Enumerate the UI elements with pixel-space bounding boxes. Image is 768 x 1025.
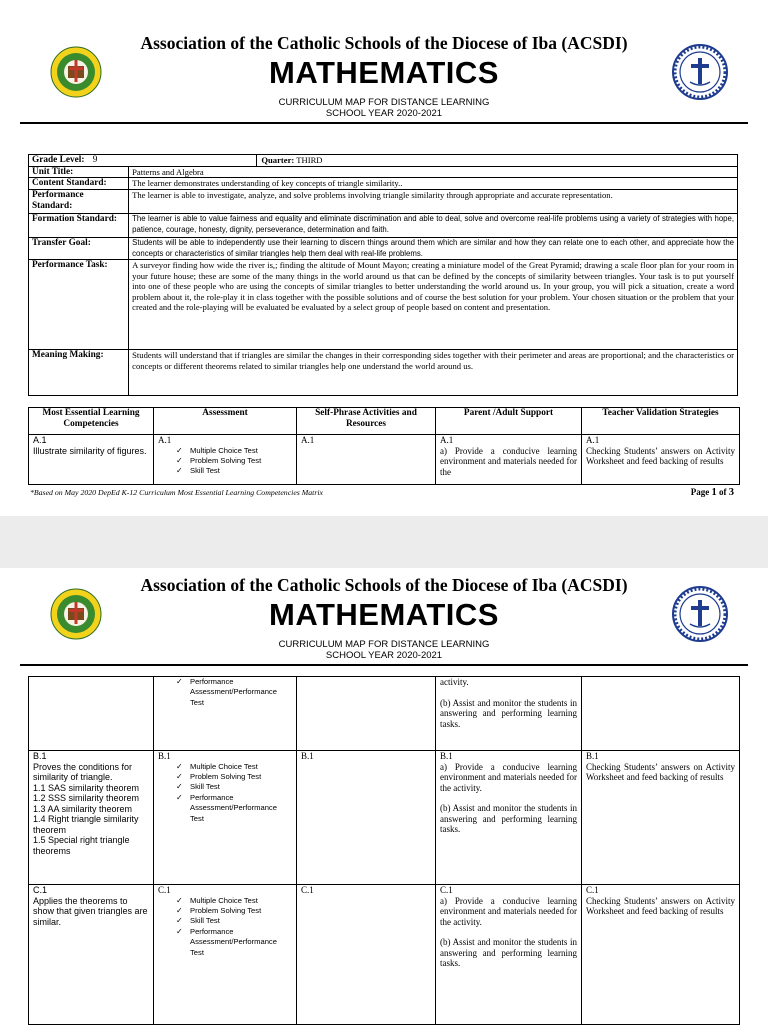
competency-code: B.1 bbox=[33, 751, 47, 761]
subject-title: MATHEMATICS bbox=[269, 55, 499, 90]
competency-cell bbox=[29, 677, 154, 751]
assessment-item: ✓ Problem Solving Test bbox=[176, 456, 292, 466]
assessment-list bbox=[158, 677, 292, 708]
competency-text: Illustrate similarity of figures. bbox=[33, 445, 147, 456]
teacher-validation-code: A.1 bbox=[586, 435, 600, 445]
column-header-parent-support: Parent /Adult Support bbox=[436, 408, 582, 435]
page-label: Page bbox=[690, 487, 710, 497]
assessment-item: ✓ Performance Assessment/Performance Test bbox=[176, 793, 292, 824]
column-header-competencies: Most Essential Learning Competencies bbox=[29, 408, 154, 435]
assessment-code: C.1 bbox=[158, 885, 171, 895]
competency-cell bbox=[29, 885, 154, 1025]
activities-code: A.1 bbox=[301, 435, 315, 445]
grade-level-label: Grade Level: bbox=[32, 155, 85, 165]
assessment-item: ✓ Skill Test bbox=[176, 916, 292, 926]
activities-cell bbox=[297, 435, 436, 485]
page-total: 3 bbox=[728, 487, 734, 498]
parent-support-code: A.1 bbox=[440, 435, 454, 445]
performance-standard-value: The learner is able to investigate, analyze, and solve problems involving triangle similarity through appropriate and accurate representation. bbox=[129, 190, 738, 214]
teacher-validation-text: Checking Students’ answers on Activity Worksheet and feed backing of results bbox=[586, 445, 735, 466]
assessment-cell bbox=[154, 751, 297, 885]
competency-cell bbox=[29, 435, 154, 485]
assessment-list bbox=[158, 762, 292, 824]
teacher-validation-cell bbox=[582, 885, 740, 1025]
activities-code: C.1 bbox=[301, 885, 314, 895]
assessment-item: ✓ Multiple Choice Test bbox=[176, 446, 292, 456]
activities-cell bbox=[297, 677, 436, 751]
quarter-label: Quarter: bbox=[261, 155, 295, 165]
activities-code: B.1 bbox=[301, 751, 314, 761]
page-of: of bbox=[719, 487, 727, 497]
parent-support-a: a) Provide a conducive learning environment and materials needed for the activity. bbox=[440, 761, 577, 793]
activities-cell bbox=[297, 885, 436, 1025]
header-rule bbox=[20, 122, 748, 124]
theorem-item: 1.5 Special right triangle theorems bbox=[33, 835, 130, 856]
teacher-validation-code: C.1 bbox=[586, 885, 599, 895]
column-header-activities: Self-Phrase Activities and Resources bbox=[297, 408, 436, 435]
competency-text: Applies the theorems to show that given triangles are similar. bbox=[33, 895, 148, 927]
assessment-item: ✓ Performance Assessment/Performance Test bbox=[176, 677, 292, 708]
competency-table-page1 bbox=[28, 407, 740, 485]
assessment-cell bbox=[154, 435, 297, 485]
map-title: CURRICULUM MAP FOR DISTANCE LEARNING bbox=[278, 97, 490, 108]
performance-task-label: Performance Task: bbox=[29, 260, 129, 350]
assessment-item: ✓ Multiple Choice Test bbox=[176, 896, 292, 906]
parent-support-a: a) Provide a conducive learning environment and materials needed for the activity. bbox=[440, 895, 577, 927]
meaning-making-label: Meaning Making: bbox=[29, 350, 129, 396]
parent-support-cell bbox=[436, 751, 582, 885]
quarter-value: THIRD bbox=[296, 155, 323, 165]
competency-cell bbox=[29, 751, 154, 885]
parent-support-code: B.1 bbox=[440, 751, 453, 761]
competency-text: Proves the conditions for similarity of triangle. bbox=[33, 761, 133, 782]
parent-support-b: (b) Assist and monitor the students in answering and performing learning tasks. bbox=[440, 937, 577, 968]
theorem-item: 1.1 SAS similarity theorem bbox=[33, 782, 140, 793]
meaning-making-value: Students will understand that if triangles are similar the changes in their corresponding sides together with their perimeter and areas are proportional; and the characteristics or concepts or different theorems related to similar triangles help one understand the world around us. bbox=[129, 350, 738, 396]
performance-task-value: A surveyor finding how wide the river is,; finding the altitude of Mount Mayon; creating a miniature model of the Great Pyramid; drawing a scale floor plan for your room in your future house; these are some of the many things in the world around us that can be defined by the concepts of similarity between triangles. Your task is to put yourself into one of these people who are using the concepts of similar triangles to better understanding the world around us. In your group, you will pick a situation, create a word problem about it, the role-play it in class together with the possible solutions and of course the best solution for your problem. Your chosen situation or the problem that your created and the role-playing will be evaluated be evaluated by a select group of people based on content and presentation. bbox=[129, 260, 738, 350]
assessment-item: ✓ Skill Test bbox=[176, 466, 292, 476]
parent-support-cont: activity. bbox=[440, 677, 469, 687]
teacher-validation-text: Checking Students’ answers on Activity Worksheet and feed backing of results bbox=[586, 895, 735, 916]
page-gap bbox=[0, 516, 768, 568]
parent-support-b: (b) Assist and monitor the students in answering and performing learning tasks. bbox=[440, 697, 577, 729]
activities-cell bbox=[297, 751, 436, 885]
association-title: Association of the Catholic Schools of the Diocese of Iba (ACSDI) bbox=[140, 575, 628, 595]
teacher-validation-cell bbox=[582, 677, 740, 751]
transfer-goal-label: Transfer Goal: bbox=[29, 238, 129, 260]
content-standard-value: The learner demonstrates understanding of key concepts of triangle similarity.. bbox=[129, 178, 738, 190]
page-number bbox=[691, 487, 734, 498]
column-header-assessment: Assessment bbox=[154, 408, 297, 435]
assessment-item: ✓ Problem Solving Test bbox=[176, 772, 292, 782]
assessment-list bbox=[158, 896, 292, 958]
subject-title: MATHEMATICS bbox=[269, 597, 499, 632]
assessment-code: A.1 bbox=[158, 435, 172, 445]
assessment-item: ✓ Performance Assessment/Performance Test bbox=[176, 927, 292, 958]
grade-level-cell bbox=[29, 155, 257, 167]
parent-support-a: a) Provide a conducive learning environment and materials needed for the bbox=[440, 445, 577, 477]
teacher-validation-text: Checking Students’ answers on Activity Worksheet and feed backing of results bbox=[586, 761, 735, 782]
assessment-code: B.1 bbox=[158, 751, 171, 761]
parent-support-cell bbox=[436, 885, 582, 1025]
theorem-item: 1.3 AA similarity theorem bbox=[33, 803, 133, 814]
page-current: 1 bbox=[711, 487, 717, 498]
quarter-cell bbox=[257, 155, 738, 167]
assessment-item: ✓ Problem Solving Test bbox=[176, 906, 292, 916]
competency-table-page2 bbox=[28, 676, 740, 1025]
performance-standard-label: Performance Standard: bbox=[29, 190, 129, 214]
unit-title-value: Patterns and Algebra bbox=[129, 167, 738, 178]
assessment-item: ✓ Multiple Choice Test bbox=[176, 762, 292, 772]
column-header-teacher-validation: Teacher Validation Strategies bbox=[582, 408, 740, 435]
transfer-goal-value: Students will be able to independently use their learning to discern things around them which are similar and how they can relate one to each other, and appreciate how the concepts or characteristics of similar triangles help them deal with real-life problems. bbox=[129, 238, 738, 260]
theorem-item: 1.4 Right triangle similarity theorem bbox=[33, 814, 139, 835]
parent-support-cell bbox=[436, 435, 582, 485]
curriculum-info-table bbox=[28, 154, 738, 396]
map-title: CURRICULUM MAP FOR DISTANCE LEARNING bbox=[278, 639, 490, 650]
assessment-cell bbox=[154, 885, 297, 1025]
competency-code: A.1 bbox=[33, 435, 47, 445]
theorem-item: 1.2 SSS similarity theorem bbox=[33, 793, 140, 803]
parent-support-cell bbox=[436, 677, 582, 751]
assessment-list bbox=[158, 446, 292, 477]
assessment-cell bbox=[154, 677, 297, 751]
association-title: Association of the Catholic Schools of the Diocese of Iba (ACSDI) bbox=[140, 33, 628, 53]
unit-title-label: Unit Title: bbox=[29, 167, 129, 178]
formation-standard-label: Formation Standard: bbox=[29, 214, 129, 238]
school-year: SCHOOL YEAR 2020-2021 bbox=[325, 108, 443, 119]
parent-support-code: C.1 bbox=[440, 885, 453, 895]
content-standard-label: Content Standard: bbox=[29, 178, 129, 190]
parent-support-b: (b) Assist and monitor the students in answering and performing learning tasks. bbox=[440, 803, 577, 834]
school-year: SCHOOL YEAR 2020-2021 bbox=[325, 650, 443, 661]
teacher-validation-cell bbox=[582, 435, 740, 485]
teacher-validation-code: B.1 bbox=[586, 751, 599, 761]
competency-code: C.1 bbox=[33, 885, 48, 895]
assessment-item: ✓ Skill Test bbox=[176, 782, 292, 792]
grade-level-value: 9 bbox=[92, 155, 98, 165]
formation-standard-value: The learner is able to value fairness and equality and eliminate discrimination and able to deal, solve and overcome real-life problems using a variety of strategies with hope, patience, courage, honesty, dignity, perseverance, determination and faith. bbox=[129, 214, 738, 238]
teacher-validation-cell bbox=[582, 751, 740, 885]
header-rule bbox=[20, 664, 748, 666]
footer-note: *Based on May 2020 DepEd K-12 Curriculum Most Essential Learning Competencies Matrix bbox=[30, 488, 323, 497]
